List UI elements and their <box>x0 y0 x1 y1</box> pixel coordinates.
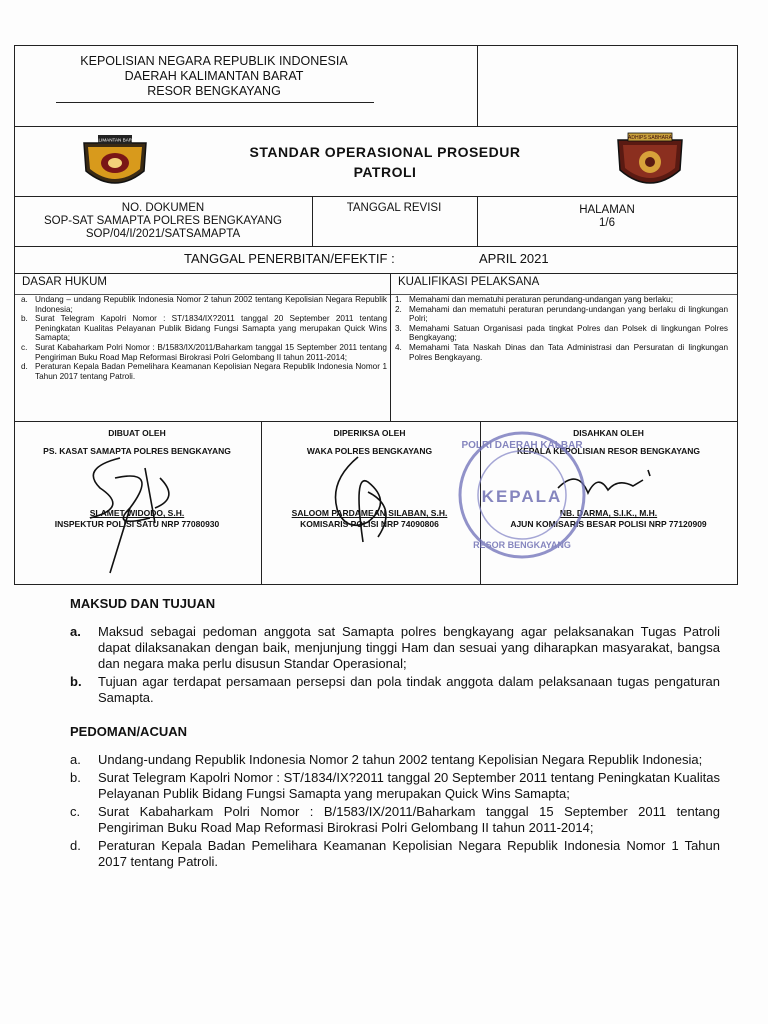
dasar-hukum-item-marker: d. <box>21 362 28 372</box>
kualifikasi-item <box>395 305 728 324</box>
kalbar-police-logo <box>78 133 152 195</box>
org-header <box>44 54 384 99</box>
pedoman-item <box>70 838 720 870</box>
pedoman-item-text: Surat Telegram Kapolri Nomor : ST/1834/IX?2011 tanggal 20 September 2011 tentang Peningkatan Kualitas Pelayanan Publik Bidang Fungsi Samapta yang merupakan Quick Wins Samapta; <box>98 770 720 801</box>
maksud-item <box>70 624 720 672</box>
pedoman-item-text: Surat Kabaharkam Polri Nomor : B/1583/IX/2011/Baharkam tanggal 15 September 2011 tentang Pengiriman Buku Road Map Reformasi Birokrasi Polri Gelombang II tahun 2011-2014; <box>98 804 720 835</box>
right-logo-text: ADHIPS SABHARA <box>628 135 672 141</box>
title-line-1: STANDAR OPERASIONAL PROSEDUR <box>249 144 521 160</box>
pedoman-item <box>70 752 720 768</box>
dasar-hukum-item-text: Surat Kabaharkam Polri Nomor : B/1583/IX/2011/Baharkam tanggal 15 September 2011 tentang Pengiriman Buku Road Map Reformasi Birokrasi Polri Gelombang II tahun 2011-2014; <box>35 342 387 362</box>
kualifikasi-item-marker: 4. <box>395 342 402 352</box>
dasar-hukum-item <box>21 295 387 314</box>
pedoman-item-marker: c. <box>70 804 81 819</box>
dasar-hukum-item <box>21 343 387 362</box>
pedoman-item-text: Peraturan Kepala Badan Pemelihara Keamanan Kepolisian Negara Republik Indonesia Nomor 1 Tahun 2017 tentang Patroli. <box>98 838 720 869</box>
pedoman-item-marker: b. <box>70 770 81 785</box>
dasar-hukum-item-marker: c. <box>21 342 28 352</box>
kualifikasi-item-marker: 1. <box>395 295 402 304</box>
doc-number-value-2: SOP/04/I/2021/SATSAMAPTA <box>85 228 241 240</box>
stamp-bottom-text: RESOR BENGKAYANG <box>473 540 571 550</box>
left-logo-text: KALIMANTAN BARAT <box>92 137 138 143</box>
kualifikasi-item <box>395 324 728 343</box>
kualifikasi-item-text: Memahami Satuan Organisasi pada tingkat Polres dan Polsek di lingkungan Polres Bengkayang; <box>409 323 728 343</box>
title-line-2: PATROLI <box>353 164 417 180</box>
stamp-top-text: POLRI DAERAH KALBAR <box>461 440 583 451</box>
dasar-hukum-heading: DASAR HUKUM <box>22 276 107 288</box>
maksud-list <box>70 624 720 708</box>
dasar-hukum-list <box>21 295 387 381</box>
dasar-hukum-item-text: Undang – undang Republik Indonesia Nomor 2 tahun 2002 tentang Kepolisian Negara Republik Indonesia; <box>35 295 387 314</box>
dasar-hukum-item-marker: a. <box>21 295 28 304</box>
sig3-rank: AJUN KOMISARIS BESAR POLISI NRP 77120909 <box>510 519 707 529</box>
pedoman-list <box>70 752 720 872</box>
pedoman-item-text: Undang-undang Republik Indonesia Nomor 2 tahun 2002 tentang Kepolisian Negara Republik Indonesia; <box>98 752 703 767</box>
sabhara-logo <box>614 132 686 196</box>
effective-date-label: TANGGAL PENERBITAN/EFEKTIF : <box>184 251 395 266</box>
signature-scribble-2 <box>318 452 408 562</box>
page-value: 1/6 <box>599 217 615 229</box>
sig2-rank: KOMISARIS POLISI NRP 74090806 <box>300 519 439 529</box>
org-line-3: RESOR BENGKAYANG <box>147 84 281 98</box>
kualifikasi-item-text: Memahami dan mematuhi peraturan perundang-undangan yang berlaku; <box>409 295 673 304</box>
revision-date-cell <box>312 202 476 215</box>
org-underline <box>56 102 374 103</box>
stamp-center-text: KEPALA <box>481 487 563 506</box>
maksud-item-marker: a. <box>70 624 81 639</box>
maksud-item-marker: b. <box>70 674 82 689</box>
doc-number-value-1: SOP-SAT SAMAPTA POLRES BENGKAYANG <box>44 215 282 227</box>
sig1-name: SLAMET WIDODO, S.H. <box>89 508 185 518</box>
sig3-role: DISAHKAN OLEH <box>573 428 644 438</box>
pedoman-item-marker: d. <box>70 838 81 853</box>
page-cell <box>476 204 738 230</box>
dasar-hukum-item-text: Surat Telegram Kapolri Nomor : ST/1834/IX?2011 tanggal 20 September 2011 tentang Peningkatan Kualitas Pelayanan Publik Bidang Fungsi Samapta yang merupakan Quick Wins Samapta; <box>35 314 387 343</box>
sop-title <box>200 142 570 182</box>
signature-scribble-1 <box>60 448 200 578</box>
kualifikasi-item-marker: 2. <box>395 304 402 314</box>
sig3-position: KEPALA KEPOLISIAN RESOR BENGKAYANG <box>516 446 701 456</box>
maksud-item-text: Maksud sebagai pedoman anggota sat Samapta polres bengkayang agar pelaksanakan Tugas Patroli dapat dilaksanakan dengan baik, menjunjung tinggi Ham dan sesuai yang diharapkan masyarakat, bangsa dan negara maka perlu disusun Standar Operasional; <box>98 624 720 671</box>
pedoman-heading: PEDOMAN/ACUAN <box>70 724 187 739</box>
doc-number-label: NO. DOKUMEN <box>121 202 205 214</box>
kualifikasi-item <box>395 343 728 362</box>
pedoman-item-marker: a. <box>70 752 81 767</box>
kualifikasi-item-marker: 3. <box>395 323 402 333</box>
org-line-1: KEPOLISIAN NEGARA REPUBLIK INDONESIA <box>80 54 348 68</box>
dasar-hukum-item-marker: b. <box>21 314 28 324</box>
maksud-heading: MAKSUD DAN TUJUAN <box>70 596 216 611</box>
official-stamp <box>452 420 592 580</box>
kualifikasi-item-text: Memahami Tata Naskah Dinas dan Tata Administrasi dan Persuratan di lingkungan Polres Bengkayang. <box>409 342 728 362</box>
sig1-rank: INSPEKTUR POLISI SATU NRP 77080930 <box>54 519 220 529</box>
dasar-hukum-item <box>21 314 387 343</box>
dasar-hukum-item-text: Peraturan Kepala Badan Pemelihara Keamanan Kepolisian Negara Republik Indonesia Nomor 1 Tahun 2017 tentang Patroli. <box>35 362 387 381</box>
kualifikasi-list <box>395 295 728 362</box>
effective-date-value: APRIL 2021 <box>479 251 549 266</box>
revision-date-label: TANGGAL REVISI <box>346 202 442 214</box>
maksud-item-text: Tujuan agar terdapat persamaan persepsi dan pola tindak anggota dalam pelaksanaan tugas pengaturan Samapta. <box>98 674 720 705</box>
doc-number-cell <box>14 202 312 241</box>
sig3-name: NB. DARMA, S.I.K., M.H. <box>559 508 658 518</box>
dasar-hukum-item <box>21 362 387 381</box>
pedoman-item <box>70 770 720 802</box>
sig2-position: WAKA POLRES BENGKAYANG <box>306 446 433 456</box>
maksud-item <box>70 674 720 706</box>
sig1-position: PS. KASAT SAMAPTA POLRES BENGKAYANG <box>43 446 231 456</box>
kualifikasi-item-text: Memahami dan mematuhi peraturan perundang-undangan yang berlaku di lingkungan Polri; <box>409 304 728 324</box>
pedoman-item <box>70 804 720 836</box>
sig2-role: DIPERIKSA OLEH <box>333 428 406 438</box>
sig2-name: SALOOM PARDAMEAN SILABAN, S.H. <box>291 508 448 518</box>
kualifikasi-heading: KUALIFIKASI PELAKSANA <box>398 276 540 288</box>
kualifikasi-item <box>395 295 728 305</box>
org-line-2: DAERAH KALIMANTAN BARAT <box>124 69 304 83</box>
page-label: HALAMAN <box>579 204 635 216</box>
sig1-role: DIBUAT OLEH <box>108 428 166 438</box>
